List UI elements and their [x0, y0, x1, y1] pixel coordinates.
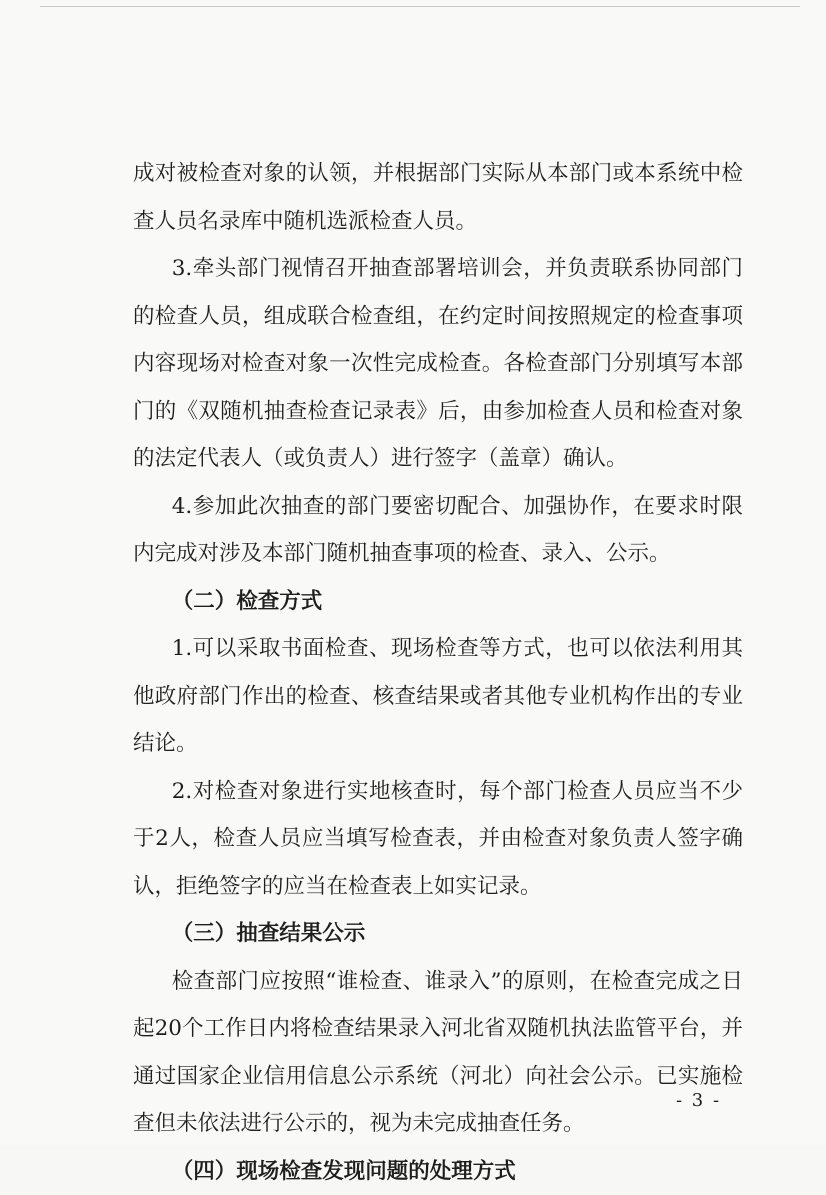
paragraph-item-3: 3.牵头部门视情召开抽查部署培训会，并负责联系协同部门的检查人员，组成联合检查组，在约定时间按照规定的检查事项内容现场对检查对象一次性完成检查。各检查部门分别填写本部门的《双随机抽查检查记录表》后，由参加检查人员和检查对象的法定代表人（或负责人）进行签字（盖章）确认。: [133, 245, 743, 483]
section-heading-result-publicity: （三）抽查结果公示: [133, 910, 743, 958]
top-rule: [40, 6, 800, 7]
paragraph-item-4: 4.参加此次抽查的部门要密切配合、加强协作，在要求时限内完成对涉及本部门随机抽查事项的检查、录入、公示。: [133, 483, 743, 578]
document-body: [133, 150, 743, 1195]
paragraph-method-1: 1.可以采取书面检查、现场检查等方式，也可以依法利用其他政府部门作出的检查、核查结果或者其他专业机构作出的专业结论。: [133, 625, 743, 768]
paragraph-continuation: 成对被检查对象的认领，并根据部门实际从本部门或本系统中检查人员名录库中随机选派检查人员。: [133, 150, 743, 245]
section-heading-inspection-method: （二）检查方式: [133, 578, 743, 626]
paragraph-publicity: 检查部门应按照“谁检查、谁录入”的原则，在检查完成之日起20个工作日内将检查结果录入河北省双随机执法监管平台，并通过国家企业信用信息公示系统（河北）向社会公示。已实施检查但未依法进行公示的，视为未完成抽查任务。: [133, 958, 743, 1148]
section-heading-problem-handling: （四）现场检查发现问题的处理方式: [133, 1148, 743, 1195]
page-number: - 3 -: [676, 1090, 721, 1111]
paragraph-method-2: 2.对检查对象进行实地核查时，每个部门检查人员应当不少于2人，检查人员应当填写检查表，并由检查对象负责人签字确认，拒绝签字的应当在检查表上如实记录。: [133, 768, 743, 911]
